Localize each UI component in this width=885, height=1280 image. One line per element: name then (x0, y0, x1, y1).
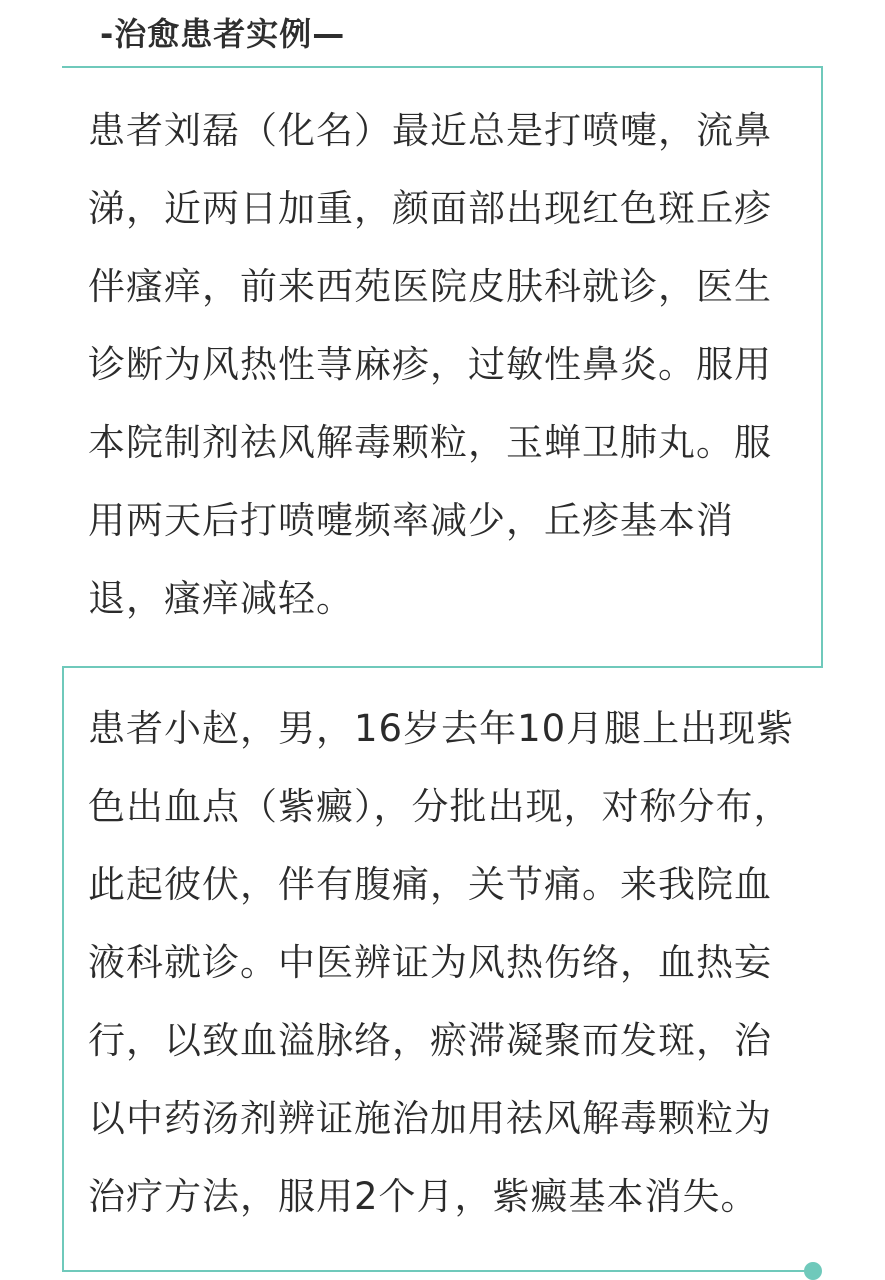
decorative-dot (804, 1262, 822, 1280)
case-text-2: 患者小赵，男，16岁去年10月腿上出现紫色出血点（紫癜），分批出现，对称分布，此起彼伏，伴有腹痛，关节痛。来我院血液科就诊。中医辨证为风热伤络，血热妄行，以致血溢脉络，瘀滞凝聚而发斑，治以中药汤剂辨证施治加用祛风解毒颗粒为治疗方法，服用2个月，紫癜基本消失。 (88, 707, 795, 1218)
section-title: -治愈患者实例— (100, 15, 346, 53)
case-text-1: 患者刘磊（化名）最近总是打喷嚏，流鼻涕，近两日加重，颜面部出现红色斑丘疹伴瘙痒，前来西苑医院皮肤科就诊，医生诊断为风热性荨麻疹，过敏性鼻炎。服用本院制剂祛风解毒颗粒，玉蝉卫肺丸。服用两天后打喷嚏频率减少，丘疹基本消退，瘙痒减轻。 (88, 109, 772, 620)
